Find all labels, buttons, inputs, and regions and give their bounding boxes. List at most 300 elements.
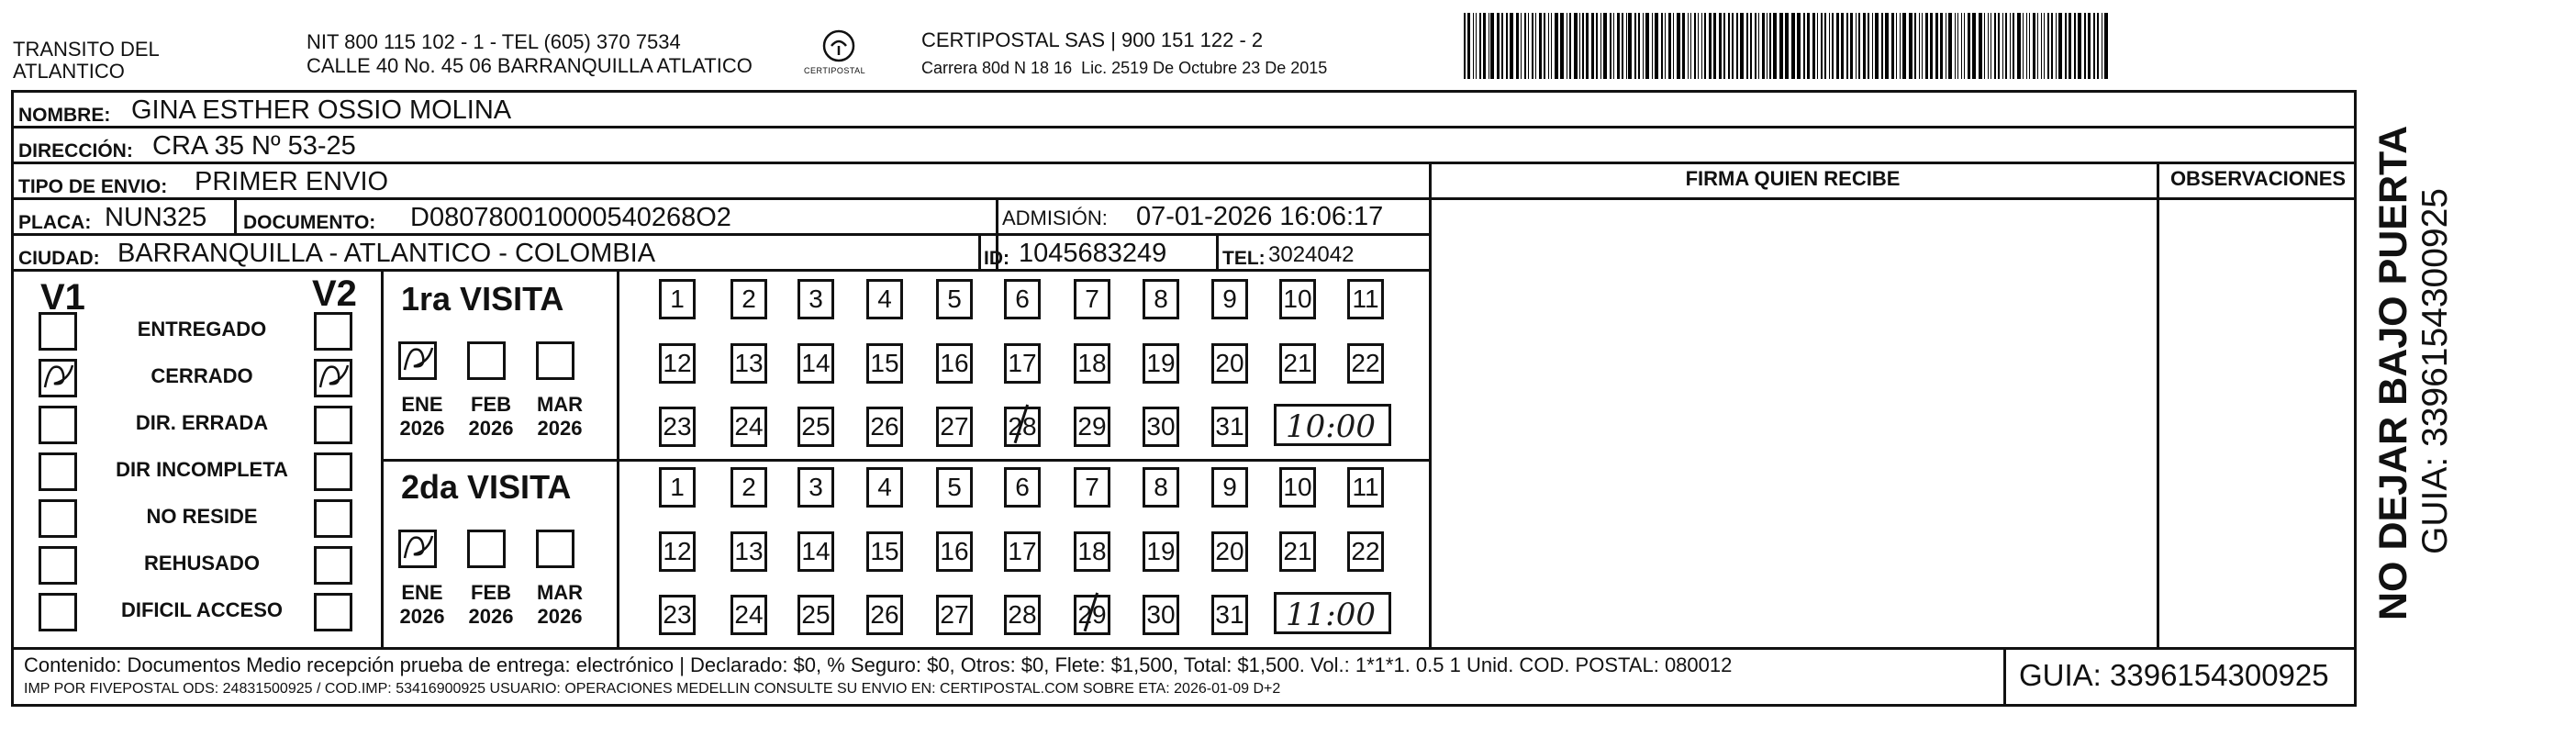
barcode-bar: [2023, 13, 2024, 79]
visit-1-day-box[interactable]: 2: [730, 279, 767, 319]
visit-2-day-box[interactable]: 28: [1004, 595, 1041, 635]
day-mark-icon: [1014, 404, 1042, 447]
visit-1-day-box[interactable]: 19: [1143, 343, 1179, 384]
observaciones-header: OBSERVACIONES: [2169, 167, 2347, 190]
placa-value: NUN325: [105, 203, 207, 232]
tel-value: 3024042: [1268, 242, 1355, 267]
barcode-bar: [1728, 13, 1730, 79]
barcode-bar: [2044, 13, 2045, 79]
barcode-bar: [2026, 13, 2027, 79]
barcode-bar: [1490, 13, 1494, 79]
firma-header: FIRMA QUIEN RECIBE: [1685, 167, 1901, 190]
barcode-bar: [1723, 13, 1725, 79]
barcode-bar: [1740, 13, 1744, 79]
visit-1-day-box[interactable]: 1: [659, 279, 696, 319]
barcode-bar: [1574, 13, 1578, 79]
barcode-bar: [1622, 13, 1623, 79]
tipo-envio-value: PRIMER ENVIO: [195, 167, 389, 196]
col-divider: [1429, 162, 1432, 647]
barcode-bar: [2078, 13, 2081, 79]
barcode-bar: [1694, 13, 1696, 79]
barcode-bar: [2069, 13, 2071, 79]
visit-1-day-box[interactable]: 13: [730, 343, 767, 384]
barcode-bar: [1755, 13, 1756, 79]
visit-2-day-box[interactable]: 17: [1004, 531, 1041, 572]
barcode: [1464, 13, 2111, 79]
barcode-bar: [1846, 13, 1848, 79]
status-label-entregado: ENTREGADO: [137, 318, 267, 341]
status-label-no-reside: NO RESIDE: [146, 505, 258, 528]
visit-2-day-box[interactable]: 14: [797, 531, 834, 572]
barcode-bar: [1690, 13, 1691, 79]
barcode-bar: [2104, 13, 2108, 79]
col-divider: [2157, 162, 2159, 647]
status-label-cerrado: CERRADO: [151, 364, 253, 387]
footer-content: Contenido: Documentos Medio recepción prueba de entrega: electrónico | Declarado: $0, % Seguro: $0, Otros: $0, Flete: $1,500, Total: $1,500. Vol.: 1*1*1. 0.5 1 Unid. COD. POSTAL: 080012: [24, 653, 1733, 676]
barcode-bar: [1610, 13, 1611, 79]
barcode-bar: [1964, 13, 1965, 79]
month-year: 2026: [399, 605, 445, 628]
barcode-bar: [1677, 13, 1680, 79]
barcode-bar: [1688, 13, 1689, 79]
barcode-bar: [1919, 13, 1920, 79]
status-v2-checkbox[interactable]: [314, 546, 352, 585]
footer-print-info: IMP POR FIVEPOSTAL ODS: 24831500925 / COD.IMP: 53416900925 USUARIO: OPERACIONES MEDELLIN CONSULTE SU ENVIO EN: CERTIPOSTAL.COM SOBRE ETA: 2026-01-09 D+2: [24, 681, 1281, 697]
visit-2-day-box[interactable]: 6: [1004, 467, 1041, 508]
barcode-bar: [1510, 13, 1513, 79]
barcode-bar: [2010, 13, 2011, 79]
visit-1-day-box[interactable]: 21: [1279, 343, 1316, 384]
month-name: MAR: [536, 581, 584, 604]
visit-1-day-box[interactable]: 23: [659, 407, 696, 447]
barcode-bar: [1979, 13, 1982, 79]
barcode-bar: [1668, 13, 1671, 79]
col-divider: [1216, 233, 1219, 269]
visit-2-day-box[interactable]: 29: [1074, 595, 1110, 635]
visit-1-time-box[interactable]: [1274, 404, 1391, 446]
row-divider: [11, 126, 2357, 128]
visit-1-day-box[interactable]: 9: [1211, 279, 1248, 319]
barcode-bar: [1682, 13, 1685, 79]
barcode-bar: [2093, 13, 2095, 79]
status-v2-checkbox[interactable]: [314, 593, 352, 631]
visit-1-day-box[interactable]: 11: [1347, 279, 1384, 319]
barcode-bar: [1467, 13, 1470, 79]
visit-1-month-checkbox[interactable]: [467, 341, 506, 380]
barcode-bar: [1872, 13, 1873, 79]
visit-title-1: 1ra VISITA: [401, 280, 564, 318]
barcode-bar: [1875, 13, 1879, 79]
visit-1-day-box[interactable]: 25: [797, 407, 834, 447]
barcode-bar: [1713, 13, 1716, 79]
visit-2-day-box[interactable]: 2: [730, 467, 767, 508]
barcode-bar: [1961, 13, 1962, 79]
status-v2-checkbox[interactable]: [314, 406, 352, 444]
placa-label: PLACA:: [18, 212, 92, 233]
status-label-rehusado: REHUSADO: [144, 552, 260, 575]
visit-2-day-box[interactable]: 10: [1279, 467, 1316, 508]
visit-2-time-box[interactable]: [1274, 592, 1391, 634]
status-v1-checkbox[interactable]: [39, 546, 77, 585]
barcode-bar: [2037, 13, 2038, 79]
barcode-bar: [1535, 13, 1536, 79]
visit-2-day-box[interactable]: 22: [1347, 531, 1384, 572]
status-v1-checkbox-checked[interactable]: [39, 359, 77, 397]
month-year: 2026: [468, 417, 514, 440]
barcode-bar: [2017, 13, 2021, 79]
visit-1-month-checkbox[interactable]: [398, 341, 437, 380]
status-v2-checkbox[interactable]: [314, 499, 352, 538]
nombre-value: GINA ESTHER OSSIO MOLINA: [131, 95, 512, 125]
visit-2-day-box[interactable]: 18: [1074, 531, 1110, 572]
visit-2-day-box[interactable]: 24: [730, 595, 767, 635]
visit-1-day-box[interactable]: 5: [936, 279, 973, 319]
barcode-bar: [1479, 13, 1481, 79]
barcode-bar: [1803, 13, 1806, 79]
barcode-bar: [1603, 13, 1607, 79]
visit-2-day-box[interactable]: 4: [866, 467, 903, 508]
admision-value: 07-01-2026 16:06:17: [1136, 202, 1384, 231]
visit-1-day-box[interactable]: 6: [1004, 279, 1041, 319]
status-v1-checkbox[interactable]: [39, 406, 77, 444]
visit-2-day-box[interactable]: 11: [1347, 467, 1384, 508]
status-label-dir-errada: DIR. ERRADA: [135, 411, 269, 434]
month-year: 2026: [468, 605, 514, 628]
visit-1-day-box[interactable]: 29: [1074, 407, 1110, 447]
col-divider: [978, 233, 981, 269]
status-label-dir-incompleta: DIR INCOMPLETA: [116, 458, 288, 481]
barcode-bar: [1528, 13, 1529, 79]
barcode-bar: [1841, 13, 1844, 79]
barcode-bar: [1850, 13, 1854, 79]
visit-2-day-box[interactable]: 30: [1143, 595, 1179, 635]
id-value: 1045683249: [1019, 239, 1167, 268]
barcode-bar: [1628, 13, 1632, 79]
visit-1-month-label: [395, 393, 450, 441]
visit-1-month-label: [532, 393, 587, 441]
barcode-bar: [1473, 13, 1474, 79]
barcode-bar: [2074, 13, 2076, 79]
visit-2-day-box[interactable]: 21: [1279, 531, 1316, 572]
visit-1-day-box[interactable]: 7: [1074, 279, 1110, 319]
tipo-envio-label: TIPO DE ENVIO:: [18, 176, 168, 197]
id-label: ID:: [984, 248, 1009, 269]
barcode-bar: [1773, 13, 1777, 79]
nombre-label: NOMBRE:: [18, 105, 111, 126]
barcode-bar: [1551, 13, 1552, 79]
month-name: MAR: [536, 393, 584, 416]
visit-2-day-box[interactable]: 25: [797, 595, 834, 635]
visit-2-month-label: [463, 581, 519, 629]
barcode-bar: [1736, 13, 1738, 79]
visit-1-day-box[interactable]: 30: [1143, 407, 1179, 447]
barcode-bar: [2041, 13, 2043, 79]
row-divider: [11, 197, 1429, 200]
visit-1-day-box[interactable]: 17: [1004, 343, 1041, 384]
visit-2-month-label: [532, 581, 587, 629]
barcode-bar: [1483, 13, 1486, 79]
visit-title-2: 2da VISITA: [401, 468, 572, 506]
month-year: 2026: [399, 417, 445, 440]
barcode-bar: [1885, 13, 1889, 79]
month-name: FEB: [471, 393, 511, 416]
barcode-bar: [1750, 13, 1752, 79]
month-year: 2026: [537, 605, 583, 628]
barcode-bar: [1617, 13, 1620, 79]
barcode-bar: [1914, 13, 1916, 79]
status-v1-checkbox[interactable]: [39, 499, 77, 538]
barcode-bar: [1769, 13, 1771, 79]
visit-2-day-box[interactable]: 9: [1211, 467, 1248, 508]
visit-2-month-checkbox[interactable]: [398, 530, 437, 568]
carrier-address: Carrera 80d N 18 16 Lic. 2519 De Octubre 23 De 2015: [921, 59, 1328, 77]
barcode-bar: [1957, 13, 1958, 79]
col-divider: [234, 197, 237, 233]
row-divider: [11, 269, 1429, 272]
visit-1-day-box[interactable]: 12: [659, 343, 696, 384]
barcode-bar: [1779, 13, 1783, 79]
month-year: 2026: [537, 417, 583, 440]
status-v2-checkbox-checked[interactable]: [314, 359, 352, 397]
row-divider: [11, 162, 2357, 164]
visit-1-day-box[interactable]: 8: [1143, 279, 1179, 319]
barcode-bar: [1972, 13, 1976, 79]
barcode-bar: [1591, 13, 1594, 79]
visit-1-month-checkbox[interactable]: [536, 341, 574, 380]
barcode-bar: [1863, 13, 1866, 79]
barcode-bar: [1856, 13, 1857, 79]
barcode-bar: [1821, 13, 1823, 79]
visit-1-day-box[interactable]: 22: [1347, 343, 1384, 384]
barcode-bar: [1719, 13, 1723, 79]
visit-2-day-box[interactable]: 5: [936, 467, 973, 508]
barcode-bar: [1516, 13, 1519, 79]
sender-name-line2: ATLANTICO: [13, 60, 125, 83]
barcode-bar: [1896, 13, 1898, 79]
barcode-bar: [1655, 13, 1658, 79]
barcode-bar: [1922, 13, 1923, 79]
visit-2-day-box[interactable]: 19: [1143, 531, 1179, 572]
visit-2-month-label: [395, 581, 450, 629]
month-name: ENE: [401, 581, 443, 604]
visit-1-time-handwritten: 10:00: [1286, 408, 1376, 445]
barcode-bar: [1652, 13, 1653, 79]
barcode-bar: [2029, 13, 2030, 79]
barcode-bar: [1638, 13, 1640, 79]
barcode-bar: [2056, 13, 2057, 79]
barcode-bar: [1940, 13, 1944, 79]
barcode-bar: [1521, 13, 1522, 79]
visit-2-day-box[interactable]: 13: [730, 531, 767, 572]
barcode-bar: [1817, 13, 1818, 79]
barcode-bar: [1704, 13, 1706, 79]
col-divider: [381, 269, 384, 647]
status-v1-checkbox[interactable]: [39, 593, 77, 631]
barcode-bar: [1643, 13, 1644, 79]
col-divider: [617, 269, 619, 647]
barcode-bar: [2002, 13, 2003, 79]
visit-2-day-box[interactable]: 3: [797, 467, 834, 508]
barcode-bar: [1634, 13, 1636, 79]
visit-1-day-box[interactable]: 15: [866, 343, 903, 384]
barcode-bar: [1555, 13, 1558, 79]
visit-divider: [381, 459, 617, 462]
barcode-bar: [1501, 13, 1503, 79]
barcode-bar: [1645, 13, 1649, 79]
visit-2-day-box[interactable]: 31: [1211, 595, 1248, 635]
visit-2-day-box[interactable]: 16: [936, 531, 973, 572]
month-name: ENE: [401, 393, 443, 416]
barcode-bar: [2065, 13, 2067, 79]
barcode-bar: [1732, 13, 1734, 79]
v1-header: V1: [40, 277, 85, 318]
barcode-bar: [1746, 13, 1748, 79]
visit-1-day-box[interactable]: 16: [936, 343, 973, 384]
direccion-value: CRA 35 Nº 53-25: [152, 131, 356, 161]
barcode-bar: [1968, 13, 1970, 79]
barcode-bar: [2005, 13, 2007, 79]
direccion-label: DIRECCIÓN:: [18, 140, 133, 162]
barcode-bar: [1661, 13, 1663, 79]
footer-guia: GUIA: 3396154300925: [2019, 658, 2329, 692]
visit-1-day-box[interactable]: 26: [866, 407, 903, 447]
barcode-bar: [1626, 13, 1627, 79]
barcode-bar: [1909, 13, 1912, 79]
barcode-bar: [1930, 13, 1933, 79]
barcode-bar: [1613, 13, 1614, 79]
admision-label: ADMISIÓN:: [1002, 207, 1108, 229]
barcode-bar: [1900, 13, 1901, 79]
barcode-bar: [1709, 13, 1712, 79]
barcode-bar: [1812, 13, 1815, 79]
visit-1-day-box[interactable]: 3: [797, 279, 834, 319]
visit-1-day-box[interactable]: 27: [936, 407, 973, 447]
barcode-bar: [2051, 13, 2053, 79]
sender-nit: NIT 800 115 102 - 1 - TEL (605) 370 7534: [307, 30, 681, 53]
documento-value: D080780010000540268O2: [410, 203, 731, 232]
status-v2-checkbox[interactable]: [314, 452, 352, 491]
barcode-bar: [1497, 13, 1500, 79]
barcode-bar: [1532, 13, 1534, 79]
barcode-bar: [1935, 13, 1938, 79]
barcode-bar: [2047, 13, 2049, 79]
visit-2-day-box[interactable]: 12: [659, 531, 696, 572]
barcode-bar: [2084, 13, 2087, 79]
visit-1-day-box[interactable]: 10: [1279, 279, 1316, 319]
barcode-bar: [1868, 13, 1869, 79]
barcode-bar: [1665, 13, 1666, 79]
visit-2-day-box[interactable]: 15: [866, 531, 903, 572]
barcode-bar: [1579, 13, 1580, 79]
sender-address: CALLE 40 No. 45 06 BARRANQUILLA ATLATICO: [307, 54, 753, 77]
visit-2-day-box[interactable]: 23: [659, 595, 696, 635]
barcode-bar: [1586, 13, 1589, 79]
barcode-bar: [1698, 13, 1699, 79]
barcode-bar: [1767, 13, 1768, 79]
visit-2-day-box[interactable]: 1: [659, 467, 696, 508]
barcode-bar: [1948, 13, 1952, 79]
visit-2-day-box[interactable]: 7: [1074, 467, 1110, 508]
barcode-bar: [1858, 13, 1860, 79]
barcode-bar: [2013, 13, 2014, 79]
visit-1-day-box[interactable]: 20: [1211, 343, 1248, 384]
documento-label: DOCUMENTO:: [243, 212, 376, 233]
month-name: FEB: [471, 581, 511, 604]
barcode-bar: [1476, 13, 1477, 79]
barcode-bar: [1560, 13, 1564, 79]
barcode-bar: [1701, 13, 1702, 79]
visit-2-day-box[interactable]: 20: [1211, 531, 1248, 572]
certipostal-logo-icon: [820, 28, 857, 64]
barcode-bar: [1829, 13, 1830, 79]
carrier-name: CERTIPOSTAL SAS | 900 151 122 - 2: [921, 28, 1264, 51]
barcode-bar: [1506, 13, 1508, 79]
visit-2-month-checkbox[interactable]: [536, 530, 574, 568]
row-divider: [1429, 197, 2357, 200]
no-dejar-bajo-puerta: NO DEJAR BAJO PUERTA: [2371, 125, 2415, 620]
visit-1-day-box[interactable]: 4: [866, 279, 903, 319]
visit-2-day-box[interactable]: 26: [866, 595, 903, 635]
barcode-bar: [1902, 13, 1906, 79]
status-v2-checkbox[interactable]: [314, 312, 352, 351]
barcode-bar: [1600, 13, 1601, 79]
barcode-bar: [1984, 13, 1985, 79]
status-v1-checkbox[interactable]: [39, 312, 77, 351]
barcode-bar: [1762, 13, 1765, 79]
barcode-bar: [1832, 13, 1834, 79]
barcode-bar: [2097, 13, 2099, 79]
visit-2-day-box[interactable]: 27: [936, 595, 973, 635]
barcode-bar: [1881, 13, 1883, 79]
barcode-bar: [1548, 13, 1549, 79]
barcode-bar: [2058, 13, 2062, 79]
barcode-bar: [1807, 13, 1810, 79]
sender-name-line1: TRANSITO DEL: [13, 38, 160, 61]
visit-1-day-box[interactable]: 31: [1211, 407, 1248, 447]
barcode-bar: [1994, 13, 1996, 79]
barcode-bar: [1539, 13, 1542, 79]
barcode-bar: [1673, 13, 1675, 79]
barcode-bar: [1758, 13, 1759, 79]
tel-label: TEL:: [1222, 248, 1266, 269]
barcode-bar: [2088, 13, 2091, 79]
ciudad-value: BARRANQUILLA - ATLANTICO - COLOMBIA: [117, 239, 656, 268]
barcode-bar: [1791, 13, 1795, 79]
barcode-bar: [1797, 13, 1801, 79]
barcode-bar: [1464, 13, 1466, 79]
ciudad-label: CIUDAD:: [18, 248, 100, 269]
barcode-bar: [1824, 13, 1826, 79]
visit-divider: [617, 459, 1429, 462]
visit-1-day-box[interactable]: 14: [797, 343, 834, 384]
barcode-bar: [1925, 13, 1928, 79]
visit-2-day-box[interactable]: 8: [1143, 467, 1179, 508]
visit-1-day-box[interactable]: 18: [1074, 343, 1110, 384]
visit-1-day-box[interactable]: 24: [730, 407, 767, 447]
visit-2-month-checkbox[interactable]: [467, 530, 506, 568]
barcode-bar: [1955, 13, 1956, 79]
visit-1-month-label: [463, 393, 519, 441]
barcode-bar: [1836, 13, 1839, 79]
visit-2-time-handwritten: 11:00: [1286, 597, 1376, 633]
status-v1-checkbox[interactable]: [39, 452, 77, 491]
visit-1-day-box[interactable]: 28: [1004, 407, 1041, 447]
barcode-bar: [1569, 13, 1571, 79]
barcode-bar: [1998, 13, 2000, 79]
barcode-bar: [1785, 13, 1789, 79]
v2-header: V2: [312, 274, 357, 314]
barcode-bar: [1582, 13, 1584, 79]
